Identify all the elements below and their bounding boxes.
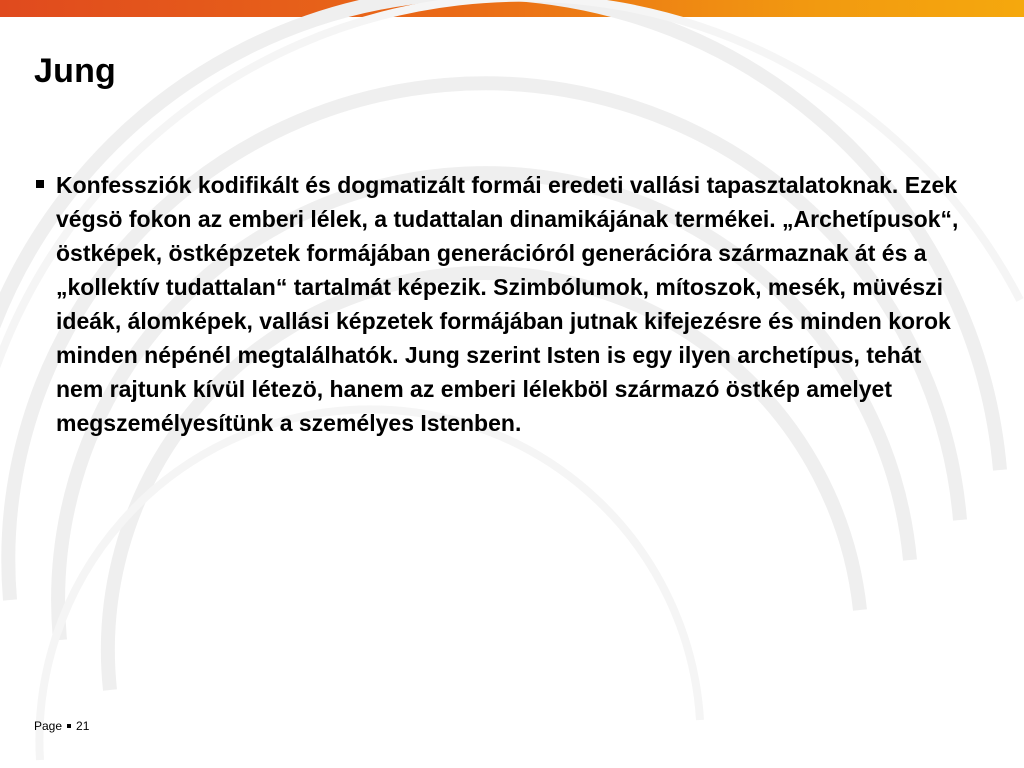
- square-separator-icon: [67, 724, 71, 728]
- bullet-list: [34, 168, 974, 440]
- footer: [34, 719, 89, 733]
- bullet-text: Konfessziók kodifikált és dogmatizált formái eredeti vallási tapasztalatoknak. Ezek végsö fokon az emberi lélek, a tudattalan dinamikájának termékei. „Archetípusok“, östképek, östképzetek formájában generációról generációra származnak át és a „kollektív tudattalan“ tartalmát képezik. Szimbólumok, mítoszok, mesék, müvészi ideák, álomképek, vallási képzetek formájában jutnak kifejezésre és minden korok minden népénél megtalálhatók. Jung szerint Isten is egy ilyen archetípus, tehát nem rajtunk kívül létezö, hanem az emberi lélekböl származó östkép amelyet megszemélyesítünk a személyes Istenben.: [56, 172, 959, 436]
- slide-title: Jung: [34, 52, 117, 90]
- page-label: Page: [34, 719, 63, 733]
- page-number: 21: [76, 719, 90, 733]
- square-bullet-icon: [36, 180, 44, 188]
- bullet-item: [34, 168, 974, 440]
